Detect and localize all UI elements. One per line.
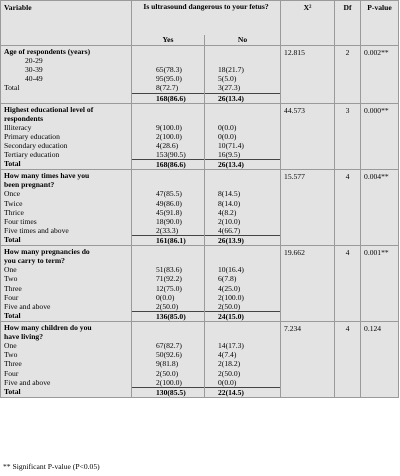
section-title-line: How many pregnancies do — [4, 247, 90, 257]
yes-value: 0(0.0) — [156, 292, 175, 302]
p-value-header: P-value — [361, 1, 399, 46]
section-row — [1, 170, 399, 246]
no-value: 4(66.7) — [218, 225, 241, 235]
total-yes-value: 168(86.6) — [132, 159, 204, 169]
total-label: Total — [4, 159, 21, 169]
df-value: 4 — [335, 322, 361, 398]
total-no-value: 24(15.0) — [205, 311, 280, 321]
category-label: Five and above — [4, 377, 51, 387]
no-value: 3(27.3) — [218, 83, 241, 93]
section-title — [1, 104, 131, 123]
section-title-line: respondents — [4, 113, 44, 123]
category-label: Five and above — [4, 301, 51, 311]
total-label — [1, 93, 131, 102]
category-label: Two — [4, 350, 18, 360]
no-value: 0(0.0) — [218, 131, 237, 141]
section-title-line: Age of respondents (years) — [4, 47, 91, 56]
yes-value: 18(90.0) — [156, 216, 182, 226]
section-title-line: Highest educational level of — [4, 104, 94, 114]
no-value: 4(25.0) — [218, 283, 241, 293]
p-value: 0.004** — [361, 170, 399, 246]
yes-value: 67(82.7) — [156, 341, 182, 351]
yes-value: 71(92.2) — [156, 274, 182, 284]
yes-value: 49(86.0) — [156, 198, 182, 208]
section-row — [1, 103, 399, 170]
category-label: Three — [4, 283, 22, 293]
df-value: 2 — [335, 46, 361, 104]
p-value: 0.001** — [361, 246, 399, 322]
yes-value: 47(85.5) — [156, 189, 182, 199]
df-value: 4 — [335, 170, 361, 246]
total-no-value: 22(14.5) — [205, 387, 280, 397]
no-header: No — [205, 35, 281, 46]
category-label: Illiteracy — [4, 122, 32, 132]
yes-cell — [132, 322, 205, 398]
yes-header: Yes — [132, 35, 205, 46]
no-cell — [205, 46, 281, 104]
yes-value: 9(100.0) — [156, 122, 182, 132]
df-header: Df — [335, 1, 361, 46]
chi-square-value: 44.573 — [281, 103, 335, 170]
category-label: Primary education — [4, 131, 60, 141]
total-label: Total — [4, 235, 21, 245]
yes-value: 50(92.6) — [156, 350, 182, 360]
p-value: 0.124 — [361, 322, 399, 398]
section-title-line: been pregnant? — [4, 180, 55, 190]
variable-header: Variable — [1, 1, 132, 46]
total-no-value: 26(13.4) — [205, 93, 280, 103]
yes-value: 95(95.0) — [156, 74, 182, 84]
category-label: One — [4, 341, 17, 351]
section-row — [1, 246, 399, 322]
yes-value: 153(90.5) — [156, 150, 186, 160]
variable-cell — [1, 46, 132, 104]
no-value: 6(7.8) — [218, 274, 237, 284]
df-value: 4 — [335, 246, 361, 322]
chi-square-header: X² — [281, 1, 335, 46]
no-value: 10(71.4) — [218, 140, 244, 150]
no-cell — [205, 246, 281, 322]
section-title — [1, 322, 131, 341]
no-value: 8(14.5) — [218, 189, 241, 199]
no-value: 4(7.4) — [218, 350, 237, 360]
yes-value: 2(100.0) — [156, 377, 182, 387]
variable-cell — [1, 103, 132, 170]
yes-value: 12(75.0) — [156, 283, 182, 293]
category-label: Four — [4, 368, 19, 378]
yes-cell — [132, 246, 205, 322]
chi-square-value: 15.577 — [281, 170, 335, 246]
no-cell — [205, 322, 281, 398]
section-title-line: How many children do you — [4, 323, 92, 333]
section-row — [1, 322, 399, 398]
category-label: Once — [4, 189, 21, 199]
category-label: Four — [4, 292, 19, 302]
yes-cell — [132, 46, 205, 104]
no-value: 0(0.0) — [218, 377, 237, 387]
no-value: 2(18.2) — [218, 359, 241, 369]
section-title — [1, 170, 131, 189]
category-label: Total — [4, 83, 20, 93]
variable-cell — [1, 246, 132, 322]
section-title-line: How many times have you — [4, 171, 90, 181]
no-value: 0(0.0) — [218, 122, 237, 132]
no-value: 2(50.0) — [218, 368, 241, 378]
category-label: Tertiary education — [4, 150, 60, 160]
yes-value — [132, 56, 204, 65]
category-label: 40-49 — [25, 74, 43, 84]
category-label: One — [4, 265, 17, 275]
no-value: 5(5.0) — [218, 74, 237, 84]
df-value: 3 — [335, 103, 361, 170]
yes-value: 51(83.6) — [156, 265, 182, 275]
category-label: Four times — [4, 216, 37, 226]
variable-cell — [1, 322, 132, 398]
total-label: Total — [4, 386, 21, 396]
no-value — [205, 56, 280, 65]
p-value: 0.002** — [361, 46, 399, 104]
yes-value: 65(78.3) — [156, 65, 182, 75]
no-value: 4(8.2) — [218, 207, 237, 217]
yes-value: 4(28.6) — [156, 140, 179, 150]
total-no-value: 26(13.9) — [205, 235, 280, 245]
section-title-line: you carry to term? — [4, 256, 65, 266]
no-value: 2(100.0) — [218, 292, 244, 302]
no-value: 18(21.7) — [218, 65, 244, 75]
category-label: Two — [4, 274, 18, 284]
category-label: Twice — [4, 198, 23, 208]
yes-value: 45(91.8) — [156, 207, 182, 217]
category-label: Five times and above — [4, 225, 69, 235]
chi-square-value: 12.815 — [281, 46, 335, 104]
no-value: 14(17.3) — [218, 341, 244, 351]
section-title — [1, 246, 131, 265]
no-value: 2(10.0) — [218, 216, 241, 226]
variable-cell — [1, 170, 132, 246]
table-header-row — [1, 1, 399, 36]
section-row — [1, 46, 399, 104]
yes-value: 2(50.0) — [156, 368, 179, 378]
question-header: Is ultrasound dangerous to your fetus? — [132, 1, 281, 36]
chi-square-value: 7.234 — [281, 322, 335, 398]
yes-value: 2(100.0) — [156, 131, 182, 141]
total-yes-value: 168(86.6) — [132, 93, 204, 103]
no-value: 2(50.0) — [218, 301, 241, 311]
yes-cell — [132, 170, 205, 246]
no-value: 16(9.5) — [218, 150, 241, 160]
category-label: Secondary education — [4, 140, 68, 150]
p-value: 0.000** — [361, 103, 399, 170]
total-label: Total — [4, 310, 21, 320]
total-yes-value: 130(85.5) — [132, 387, 204, 397]
category-label: 20-29 — [25, 56, 43, 65]
no-value: 8(14.0) — [218, 198, 241, 208]
yes-value: 9(81.8) — [156, 359, 179, 369]
yes-value: 8(72.7) — [156, 83, 179, 93]
category-label: Thrice — [4, 207, 24, 217]
yes-cell — [132, 103, 205, 170]
no-cell — [205, 103, 281, 170]
section-title-line: have living? — [4, 332, 44, 342]
total-yes-value: 136(85.0) — [132, 311, 204, 321]
section-title — [1, 46, 131, 56]
yes-value: 2(33.3) — [156, 225, 179, 235]
no-cell — [205, 170, 281, 246]
total-no-value: 26(13.4) — [205, 159, 280, 169]
yes-value: 2(50.0) — [156, 301, 179, 311]
no-value: 10(16.4) — [218, 265, 244, 275]
category-label: 30-39 — [25, 65, 43, 75]
chi-square-value: 19.662 — [281, 246, 335, 322]
category-label: Three — [4, 359, 22, 369]
total-yes-value: 161(86.1) — [132, 235, 204, 245]
footnote: ** Significant P-value (P<0.05) — [3, 462, 100, 471]
